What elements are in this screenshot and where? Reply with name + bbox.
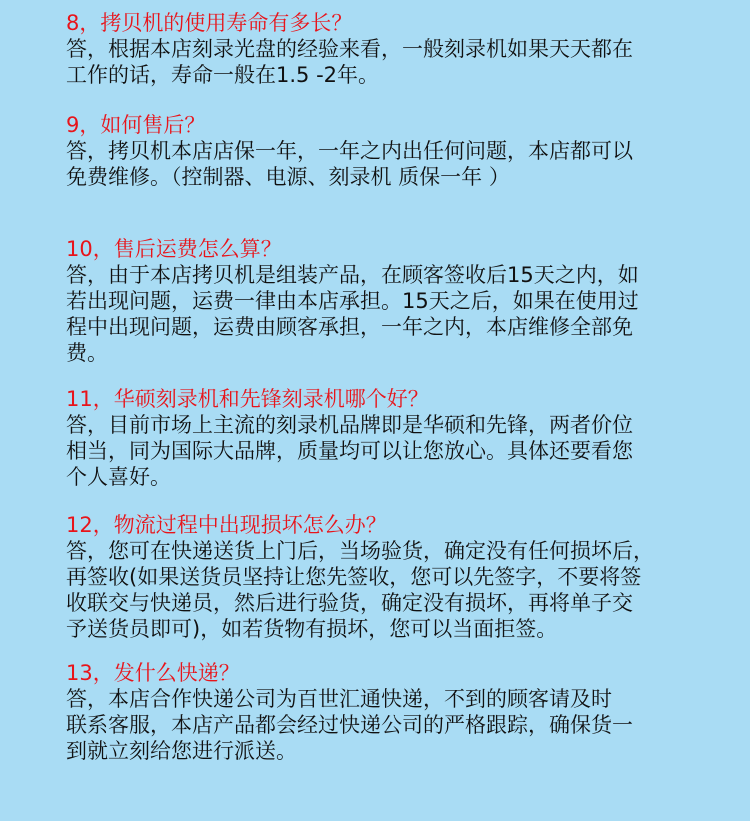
faq-answer-line: 答，拷贝机本店店保一年，一年之内出任何问题，本店都可以 — [66, 139, 633, 163]
faq-question: 9，如何售后？ — [66, 113, 206, 137]
faq-question: 8，拷贝机的使用寿命有多长？ — [66, 11, 353, 35]
faq-question: 10，售后运费怎么算？ — [66, 237, 282, 261]
faq-answer-line: 免费维修。（控制器、电源、刻录机 质保一年 ） — [66, 165, 510, 189]
faq-answer — [66, 138, 700, 190]
faq-answer — [66, 412, 700, 490]
faq-item-10 — [66, 236, 700, 366]
faq-question: 12，物流过程中出现损坏怎么办？ — [66, 513, 387, 537]
faq-answer-line: 予送货员即可)，如若货物有损坏，您可以当面拒签。 — [66, 617, 558, 641]
faq-answer-line: 收联交与快递员，然后进行验货，确定没有损坏，再将单子交 — [66, 591, 633, 615]
faq-item-12 — [66, 512, 700, 642]
faq-answer-line: 相当，同为国际大品牌，质量均可以让您放心。具体还要看您 — [66, 439, 633, 463]
faq-answer-line: 答，目前市场上主流的刻录机品牌即是华硕和先锋，两者价位 — [66, 413, 633, 437]
faq-answer-line: 工作的话，寿命一般在1.5 -2年。 — [66, 63, 380, 87]
faq-answer-line: 再签收(如果送货员坚持让您先签收，您可以先签字，不要将签 — [66, 565, 642, 589]
faq-answer-line: 个人喜好。 — [66, 465, 171, 489]
faq-question: 13，发什么快递？ — [66, 661, 240, 685]
faq-answer — [66, 262, 700, 366]
faq-item-9 — [66, 112, 700, 190]
faq-answer — [66, 36, 700, 88]
faq-answer-line: 若出现问题，运费一律由本店承担。15天之后，如果在使用过 — [66, 289, 639, 313]
faq-item-11 — [66, 386, 700, 490]
faq-answer-line: 到就立刻给您进行派送。 — [66, 739, 297, 763]
faq-answer-line: 联系客服，本店产品都会经过快递公司的严格跟踪，确保货一 — [66, 713, 633, 737]
faq-answer-line: 程中出现问题，运费由顾客承担，一年之内，本店维修全部免 — [66, 315, 633, 339]
faq-answer — [66, 686, 700, 764]
faq-answer-line: 答，由于本店拷贝机是组装产品，在顾客签收后15天之内，如 — [66, 263, 639, 287]
faq-answer-line: 答，您可在快递送货上门后，当场验货，确定没有任何损坏后， — [66, 539, 654, 563]
faq-answer-line: 答，本店合作快递公司为百世汇通快递，不到的顾客请及时 — [66, 687, 612, 711]
faq-answer — [66, 538, 700, 642]
faq-answer-line: 费。 — [66, 341, 108, 365]
faq-answer-line: 答，根据本店刻录光盘的经验来看，一般刻录机如果天天都在 — [66, 37, 633, 61]
faq-item-8 — [66, 10, 700, 88]
faq-item-13 — [66, 660, 700, 764]
faq-question: 11，华硕刻录机和先锋刻录机哪个好？ — [66, 387, 429, 411]
